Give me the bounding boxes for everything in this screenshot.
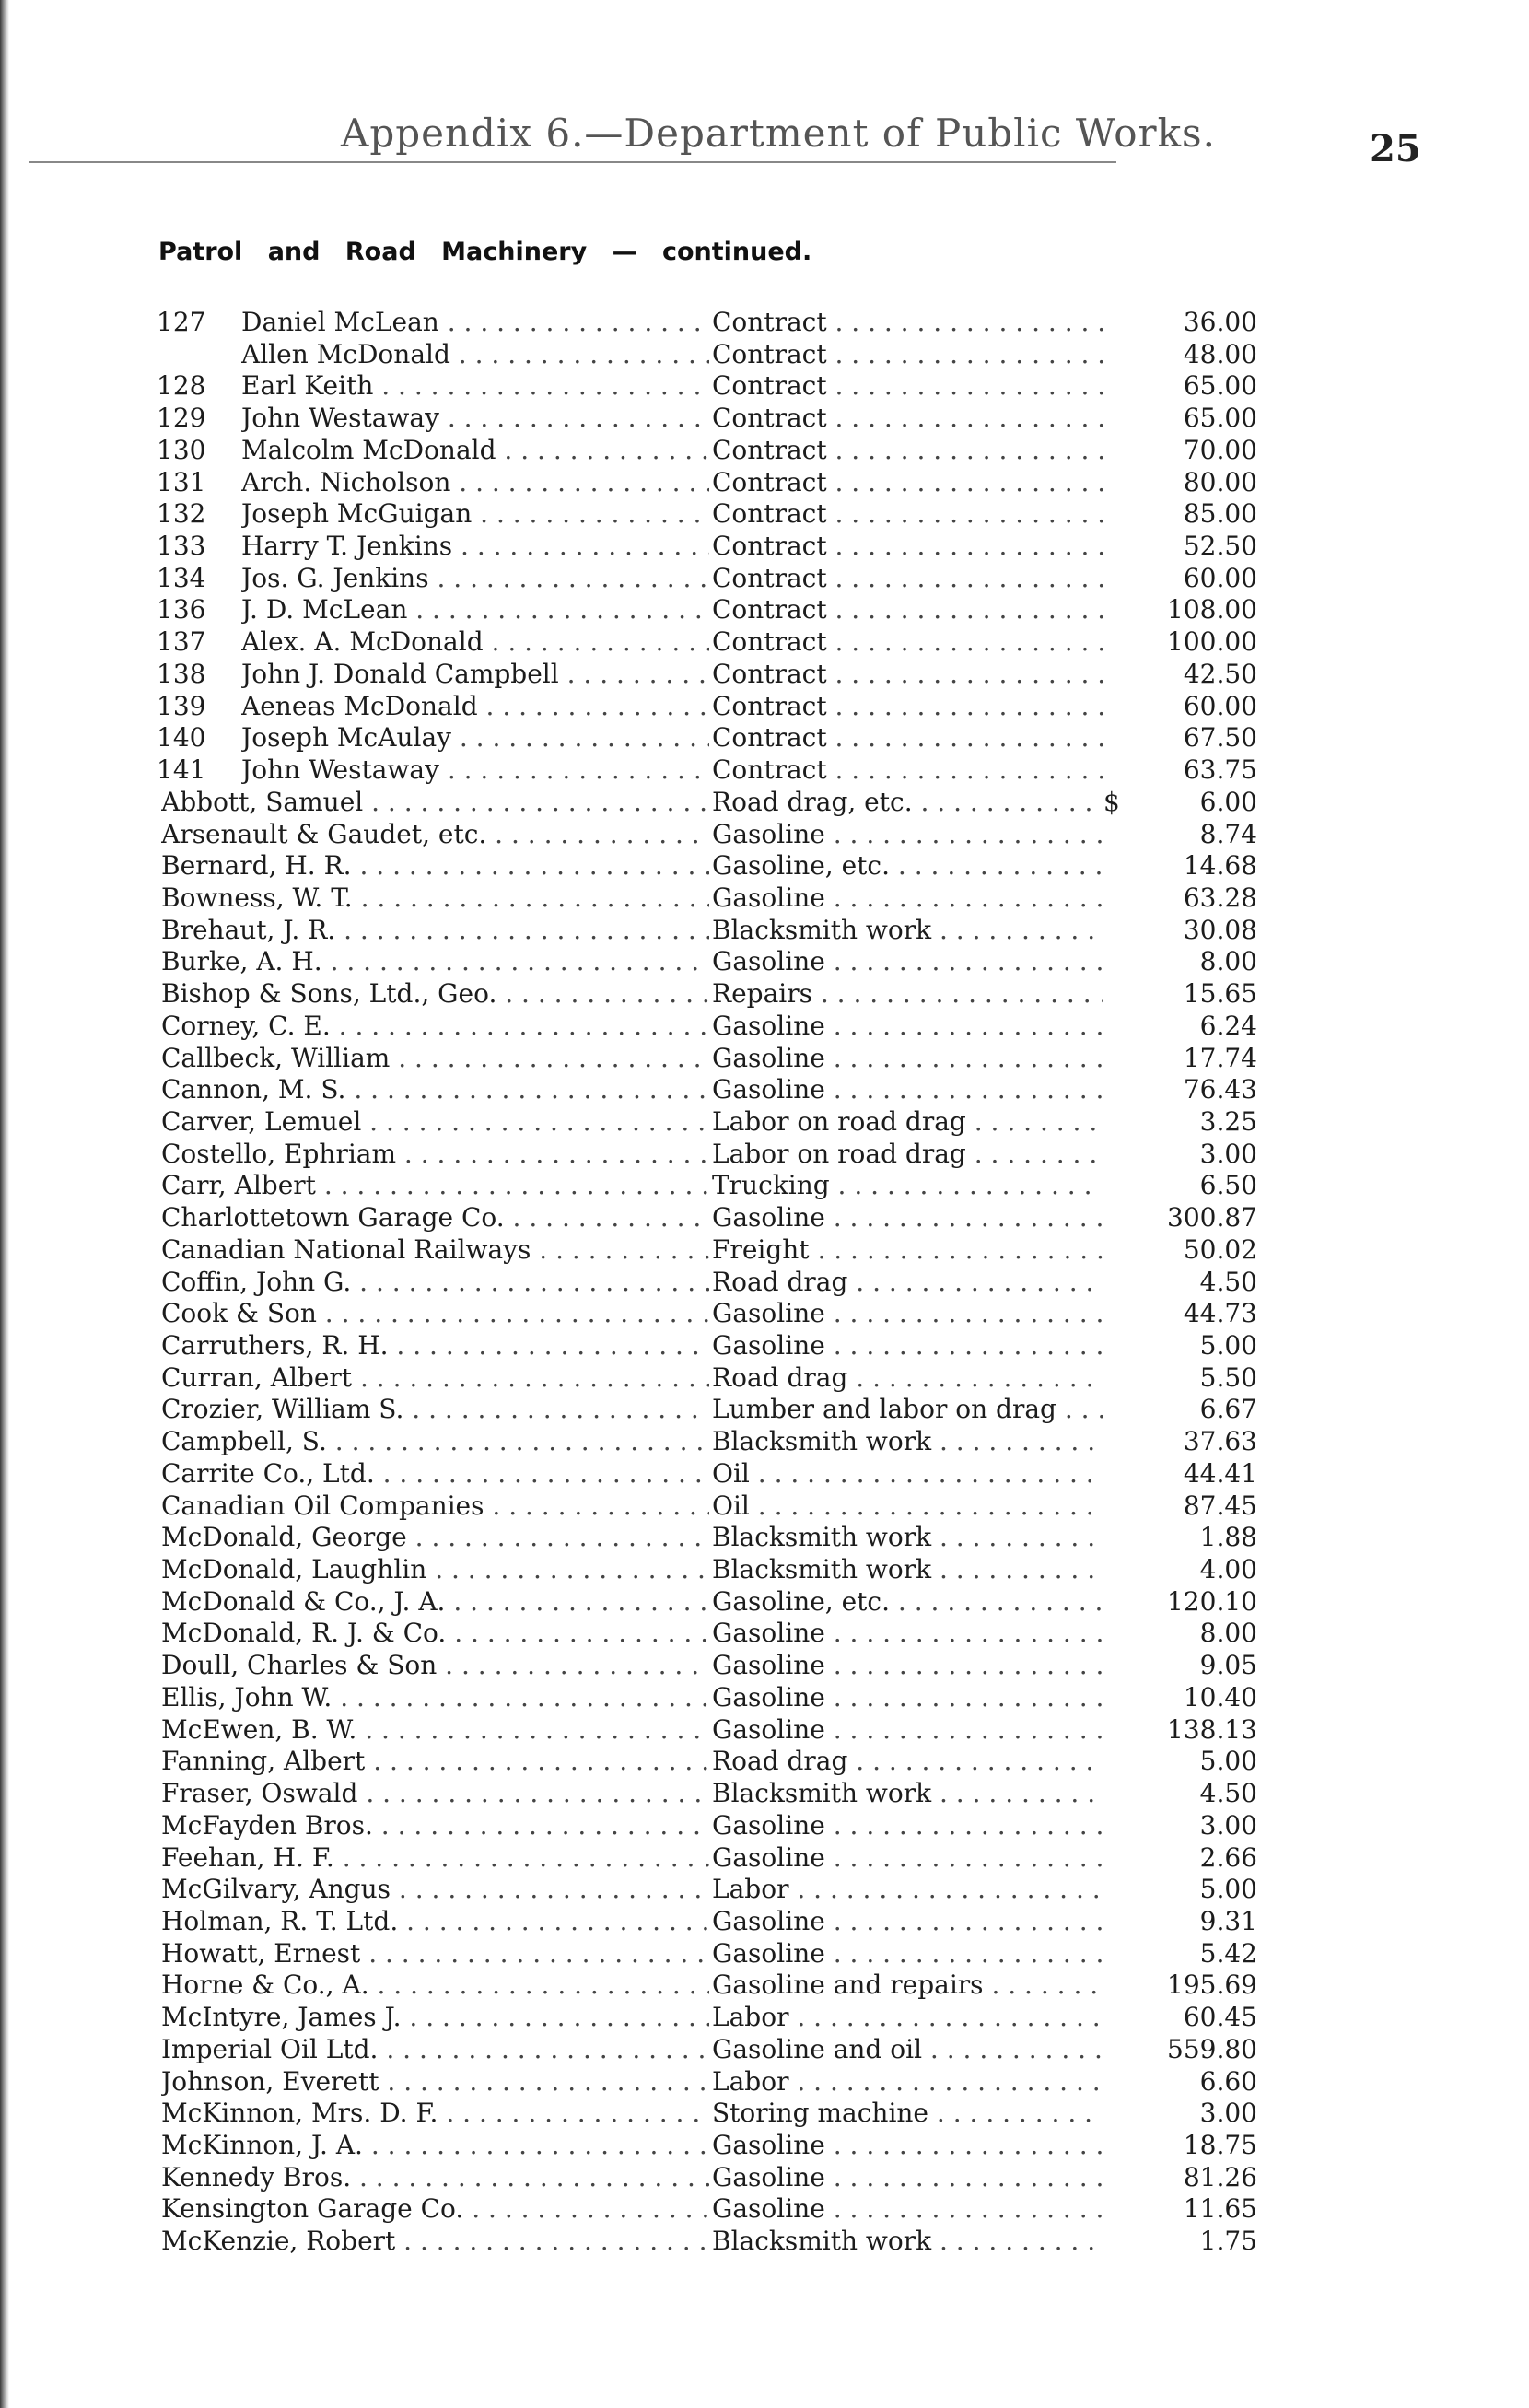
ledger-row [0,1938,1529,1970]
amount: 5.50 [1199,1362,1257,1393]
amount: 17.74 [1183,1042,1257,1073]
ledger-entries [0,307,1529,2258]
expense-item: Contract . . . [712,370,1103,402]
ledger-row [0,787,1529,819]
payee-name: Abbott, Samuel . . . [161,787,709,818]
amount: 5.00 [1199,1330,1257,1361]
ledger-row [0,1490,1529,1523]
payee-name: Ellis, John W. . . . [161,1682,709,1713]
expense-item: Gasoline . . . [712,1842,1103,1874]
amount: 559.80 [1167,2033,1257,2064]
expense-item: Gasoline, etc. . . . [712,850,1103,882]
amount: 100.00 [1167,626,1257,658]
expense-item: Contract . . . [712,531,1103,562]
payee-name: Horne & Co., A. . . . [161,1970,709,2001]
expense-item: Contract . . . [712,435,1103,466]
amount: 108.00 [1167,594,1257,625]
amount: 44.41 [1183,1457,1257,1489]
ledger-row [0,1362,1529,1395]
amount: 67.50 [1183,722,1257,754]
amount: 6.67 [1199,1394,1257,1425]
payee-name: Malcolm McDonald . . . [241,435,709,466]
ledger-row [0,1778,1529,1810]
ledger-row [0,1234,1529,1267]
ledger-row [0,626,1529,659]
amount: 18.75 [1183,2129,1257,2160]
entry-number: 132 [157,498,206,530]
payee-name: Burke, A. H. . . . [161,946,709,977]
amount: 10.40 [1183,1681,1257,1712]
section-heading: Patrol and Road Machinery — continued. [158,238,812,266]
ledger-row [0,1267,1529,1299]
expense-item: Road drag, etc. . . . [712,787,1103,818]
payee-name: Arch. Nicholson . . . [241,467,709,498]
expense-item: Contract . . . [712,467,1103,498]
amount: 8.74 [1199,818,1257,849]
expense-item: Contract . . . [712,339,1103,370]
ledger-row [0,307,1529,339]
expense-item: Contract . . . [712,307,1103,338]
amount: 14.68 [1183,850,1257,882]
payee-name: Feehan, H. F. . . . [161,1842,709,1874]
expense-item: Contract . . . [712,691,1103,722]
ledger-row [0,978,1529,1011]
payee-name: J. D. McLean . . . [241,594,709,625]
payee-name: McDonald & Co., J. A. . . . [161,1586,709,1618]
expense-item: Labor . . . [712,2002,1103,2033]
amount: 8.00 [1199,946,1257,977]
payee-name: John J. Donald Campbell . . . [241,659,709,690]
entry-number: 130 [157,434,206,465]
expense-item: Contract . . . [712,594,1103,625]
amount: 9.05 [1199,1650,1257,1681]
payee-name: McEwen, B. W. . . . [161,1714,709,1746]
ledger-row [0,1170,1529,1202]
ledger-row [0,659,1529,691]
amount: 42.50 [1183,658,1257,689]
ledger-row [0,691,1529,723]
expense-item: Blacksmith work . . . [712,1426,1103,1457]
amount: 120.10 [1167,1585,1257,1617]
amount: 11.65 [1183,2193,1257,2225]
amount: 30.08 [1183,914,1257,945]
amount: 2.66 [1199,1841,1257,1873]
payee-name: Brehaut, J. R. . . . [161,915,709,946]
dollar-sign: $ [1103,786,1120,817]
expense-item: Gasoline . . . [712,2193,1103,2225]
amount: 3.25 [1199,1105,1257,1137]
ledger-row [0,1011,1529,1043]
expense-item: Contract . . . [712,754,1103,786]
entry-number: 129 [157,403,206,434]
expense-item: Gasoline . . . [712,819,1103,850]
entry-number: 138 [157,658,206,689]
payee-name: Canadian Oil Companies . . . [161,1490,709,1522]
ledger-row [0,1202,1529,1234]
expense-item: Blacksmith work . . . [712,915,1103,946]
payee-name: McKinnon, Mrs. D. F. . . . [161,2098,709,2129]
ledger-row [0,370,1529,403]
ledger-row [0,2226,1529,2258]
payee-name: Callbeck, William . . . [161,1043,709,1074]
expense-item: Road drag . . . [712,1362,1103,1394]
expense-item: Contract . . . [712,659,1103,690]
payee-name: McKenzie, Robert . . . [161,2226,709,2257]
amount: 60.00 [1183,562,1257,593]
ledger-row [0,1106,1529,1139]
payee-name: Joseph McAulay . . . [241,722,709,754]
payee-name: McDonald, R. J. & Co. . . . [161,1618,709,1649]
ledger-row [0,1554,1529,1586]
entry-number: 140 [157,722,206,754]
entry-number: 134 [157,562,206,593]
amount: 85.00 [1183,498,1257,530]
ledger-row [0,946,1529,978]
ledger-row [0,1330,1529,1362]
payee-name: Bishop & Sons, Ltd., Geo. . . . [161,978,709,1010]
expense-item: Gasoline . . . [712,1202,1103,1233]
payee-name: Carrite Co., Ltd. . . . [161,1458,709,1490]
amount: 138.13 [1167,1713,1257,1745]
amount: 5.00 [1199,1746,1257,1777]
ledger-row [0,2034,1529,2066]
expense-item: Contract . . . [712,498,1103,530]
amount: 300.87 [1167,1202,1257,1233]
payee-name: Johnson, Everett . . . [161,2066,709,2098]
payee-name: Coffin, John G. . . . [161,1267,709,1298]
ledger-row [0,403,1529,435]
payee-name: Jos. G. Jenkins . . . [241,563,709,594]
amount: 4.50 [1199,1778,1257,1809]
ledger-row [0,1714,1529,1747]
expense-item: Contract . . . [712,403,1103,434]
expense-item: Gasoline . . . [712,1330,1103,1362]
payee-name: Harry T. Jenkins . . . [241,531,709,562]
ledger-row [0,2130,1529,2162]
ledger-row [0,2002,1529,2034]
ledger-row [0,2098,1529,2130]
amount: 70.00 [1183,434,1257,465]
amount: 15.65 [1183,978,1257,1010]
payee-name: McDonald, Laughlin . . . [161,1554,709,1585]
ledger-row [0,2162,1529,2194]
expense-item: Lumber and labor on drag . . . [712,1394,1103,1425]
expense-item: Road drag . . . [712,1267,1103,1298]
ledger-row [0,1426,1529,1458]
amount: 37.63 [1183,1426,1257,1457]
ledger-row [0,1746,1529,1778]
ledger-row [0,1842,1529,1875]
ledger-row [0,1906,1529,1938]
expense-item: Blacksmith work . . . [712,1778,1103,1809]
expense-item: Blacksmith work . . . [712,1554,1103,1585]
amount: 3.00 [1199,1138,1257,1169]
payee-name: Curran, Albert . . . [161,1362,709,1394]
payee-name: Campbell, S. . . . [161,1426,709,1457]
payee-name: McGilvary, Angus . . . [161,1874,709,1905]
amount: 50.02 [1183,1233,1257,1265]
ledger-row [0,722,1529,754]
expense-item: Gasoline . . . [712,2162,1103,2193]
ledger-row [0,2066,1529,2098]
expense-item: Gasoline . . . [712,1714,1103,1746]
amount: 3.00 [1199,2098,1257,2129]
payee-name: Howatt, Ernest . . . [161,1938,709,1970]
ledger-row [0,1298,1529,1330]
payee-name: Bowness, W. T. . . . [161,883,709,914]
payee-name: Aeneas McDonald . . . [241,691,709,722]
payee-name: Earl Keith . . . [241,370,709,402]
expense-item: Gasoline . . . [712,1011,1103,1042]
amount: 4.00 [1199,1554,1257,1585]
expense-item: Freight . . . [712,1234,1103,1266]
amount: 3.00 [1199,1809,1257,1841]
ledger-row [0,1522,1529,1554]
ledger-row [0,1043,1529,1075]
ledger-row [0,1650,1529,1682]
expense-item: Gasoline . . . [712,1298,1103,1329]
expense-item: Gasoline . . . [712,1074,1103,1105]
payee-name: Imperial Oil Ltd. . . . [161,2034,709,2065]
amount: 4.50 [1199,1266,1257,1297]
expense-item: Gasoline . . . [712,1650,1103,1681]
ledger-row [0,1682,1529,1714]
amount: 65.00 [1183,403,1257,434]
ledger-row [0,915,1529,947]
ledger-row [0,1618,1529,1650]
expense-item: Gasoline . . . [712,1043,1103,1074]
payee-name: Corney, C. E. . . . [161,1011,709,1042]
entry-number: 141 [157,754,206,786]
payee-name: McFayden Bros. . . . [161,1810,709,1841]
expense-item: Gasoline and oil . . . [712,2034,1103,2065]
amount: 1.88 [1199,1522,1257,1553]
expense-item: Oil . . . [712,1458,1103,1490]
amount: 1.75 [1199,2226,1257,2257]
expense-item: Labor on road drag . . . [712,1139,1103,1170]
ledger-row [0,531,1529,563]
payee-name: Cannon, M. S. . . . [161,1074,709,1105]
ledger-row [0,1458,1529,1490]
amount: 36.00 [1183,307,1257,337]
amount: 80.00 [1183,466,1257,497]
payee-name: Canadian National Railways . . . [161,1234,709,1266]
payee-name: Crozier, William S. . . . [161,1394,709,1425]
amount: 6.60 [1199,2065,1257,2097]
amount: 6.50 [1199,1170,1257,1201]
amount: 81.26 [1183,2161,1257,2192]
amount: 87.45 [1183,1490,1257,1521]
ledger-row [0,467,1529,499]
payee-name: Cook & Son . . . [161,1298,709,1329]
amount: 44.73 [1183,1298,1257,1329]
expense-item: Gasoline . . . [712,883,1103,914]
expense-item: Road drag . . . [712,1746,1103,1777]
payee-name: Joseph McGuigan . . . [241,498,709,530]
payee-name: Carver, Lemuel . . . [161,1106,709,1138]
expense-item: Gasoline . . . [712,1618,1103,1649]
expense-item: Contract . . . [712,722,1103,754]
ledger-row [0,754,1529,787]
expense-item: Gasoline . . . [712,1938,1103,1970]
payee-name: McIntyre, James J. . . . [161,2002,709,2033]
expense-item: Gasoline . . . [712,1906,1103,1937]
expense-item: Storing machine . . . [712,2098,1103,2129]
entry-number: 139 [157,690,206,721]
payee-name: Bernard, H. R. . . . [161,850,709,882]
amount: 9.31 [1199,1905,1257,1936]
payee-name: Kensington Garage Co. . . . [161,2193,709,2225]
ledger-row [0,1074,1529,1106]
payee-name: John Westaway . . . [241,754,709,786]
amount: 8.00 [1199,1618,1257,1649]
ledger-row [0,498,1529,531]
payee-name: Fanning, Albert . . . [161,1746,709,1777]
payee-name: Fraser, Oswald . . . [161,1778,709,1809]
entry-number: 137 [157,626,206,658]
payee-name: John Westaway . . . [241,403,709,434]
expense-item: Labor on road drag . . . [712,1106,1103,1138]
expense-item: Gasoline, etc. . . . [712,1586,1103,1618]
ledger-row [0,563,1529,595]
payee-name: Alex. A. McDonald . . . [241,626,709,658]
expense-item: Labor . . . [712,1874,1103,1905]
expense-item: Gasoline . . . [712,2130,1103,2161]
expense-item: Contract . . . [712,563,1103,594]
entry-number: 136 [157,594,206,625]
amount: 5.00 [1199,1874,1257,1905]
expense-item: Blacksmith work . . . [712,2226,1103,2257]
payee-name: Allen McDonald . . . [241,339,709,370]
amount: 60.00 [1183,690,1257,721]
amount: 5.42 [1199,1937,1257,1969]
ledger-row [0,594,1529,626]
expense-item: Gasoline and repairs . . . [712,1970,1103,2001]
ledger-row [0,883,1529,915]
payee-name: Carruthers, R. H. . . . [161,1330,709,1362]
payee-name: Daniel McLean . . . [241,307,709,338]
ledger-row [0,819,1529,851]
ledger-row [0,2193,1529,2226]
payee-name: Carr, Albert . . . [161,1170,709,1201]
header-rule [29,161,1116,163]
amount: 65.00 [1183,370,1257,402]
expense-item: Contract . . . [712,626,1103,658]
expense-item: Oil . . . [712,1490,1103,1522]
entry-number: 133 [157,531,206,562]
amount: 60.45 [1183,2002,1257,2033]
ledger-row [0,1139,1529,1171]
payee-name: Costello, Ephriam . . . [161,1139,709,1170]
ledger-row [0,1810,1529,1842]
ledger-row [0,1874,1529,1906]
expense-item: Gasoline . . . [712,946,1103,977]
payee-name: McKinnon, J. A. . . . [161,2130,709,2161]
payee-name: McDonald, George . . . [161,1522,709,1553]
ledger-row [0,850,1529,883]
expense-item: Trucking . . . [712,1170,1103,1201]
payee-name: Charlottetown Garage Co. . . . [161,1202,709,1233]
expense-item: Labor . . . [712,2066,1103,2098]
expense-item: Gasoline . . . [712,1682,1103,1713]
amount: 63.28 [1183,882,1257,913]
amount: 48.00 [1183,338,1257,369]
ledger-row [0,1394,1529,1426]
expense-item: Repairs . . . [712,978,1103,1010]
entry-number: 131 [157,466,206,497]
ledger-row [0,1970,1529,2002]
payee-name: Kennedy Bros. . . . [161,2162,709,2193]
running-head: Appendix 6.—Department of Public Works. [341,111,1216,156]
expense-item: Blacksmith work . . . [712,1522,1103,1553]
ledger-row [0,1586,1529,1619]
ledger-row [0,339,1529,371]
payee-name: Holman, R. T. Ltd. . . . [161,1906,709,1937]
page-number: 25 [1370,127,1421,170]
amount: 195.69 [1167,1970,1257,2001]
expense-item: Gasoline . . . [712,1810,1103,1841]
amount: 6.24 [1199,1010,1257,1041]
amount: 6.00 [1199,786,1257,817]
amount: 63.75 [1183,754,1257,786]
ledger-row [0,435,1529,467]
entry-number: 127 [157,307,206,337]
entry-number: 128 [157,370,206,402]
payee-name: Arsenault & Gaudet, etc. . . . [161,819,709,850]
amount: 76.43 [1183,1074,1257,1105]
payee-name: Doull, Charles & Son . . . [161,1650,709,1681]
amount: 52.50 [1183,531,1257,562]
